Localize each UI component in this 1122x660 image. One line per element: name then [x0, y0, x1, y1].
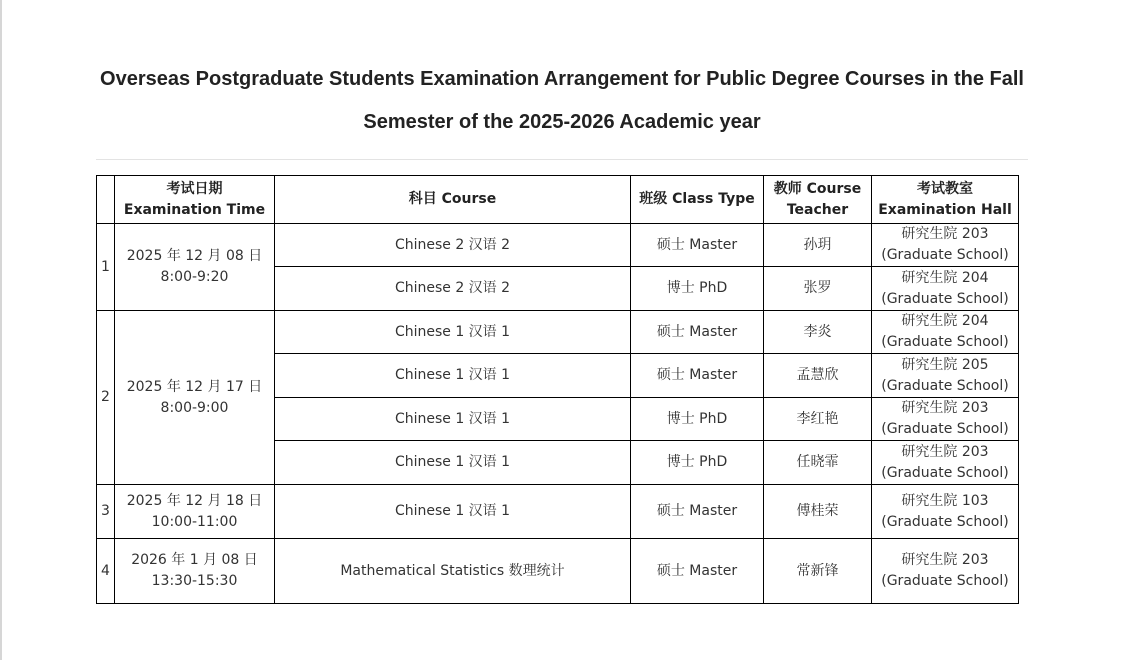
exam-hall-note: (Graduate School) [881, 377, 1009, 394]
exam-schedule-table [96, 175, 1019, 604]
exam-hall-room: 研究生院 204 [901, 313, 989, 329]
group-index: 2 [97, 311, 115, 485]
header-teacher [764, 176, 872, 224]
header-teacher-en: Course Teacher [786, 180, 862, 218]
header-course: 科目 Course [275, 176, 631, 224]
class-type-cell: 博士 PhD [631, 267, 764, 311]
page-left-edge [0, 0, 2, 660]
page-title [96, 58, 1028, 144]
title-divider [96, 159, 1028, 160]
table-header-row [97, 176, 1019, 224]
teacher-cell: 任晓霏 [764, 441, 872, 485]
exam-time: 13:30-15:30 [151, 573, 238, 589]
course-cell: Chinese 1 汉语 1 [275, 485, 631, 539]
exam-date: 2025 年 12 月 18 日 [126, 492, 263, 509]
exam-date-time [115, 539, 275, 604]
exam-hall-note: (Graduate School) [881, 464, 1009, 481]
exam-date-time [115, 224, 275, 311]
header-exam-time-en: Examination Time [123, 201, 266, 218]
teacher-cell: 傅桂荣 [764, 485, 872, 539]
exam-hall-room: 研究生院 103 [901, 492, 989, 509]
teacher-cell: 李红艳 [764, 398, 872, 441]
exam-date-time [115, 311, 275, 485]
table-row [97, 224, 1019, 267]
course-cell: Chinese 1 汉语 1 [275, 354, 631, 398]
table-row [97, 539, 1019, 604]
teacher-cell: 孙玥 [764, 224, 872, 267]
exam-hall-room: 研究生院 203 [901, 552, 989, 568]
course-cell: Chinese 2 汉语 2 [275, 224, 631, 267]
group-index: 4 [97, 539, 115, 604]
exam-hall-room: 研究生院 203 [901, 443, 989, 460]
exam-date: 2025 年 12 月 17 日 [126, 378, 263, 395]
exam-hall-cell [872, 398, 1019, 441]
exam-hall-room: 研究生院 203 [901, 226, 989, 242]
exam-hall-cell [872, 267, 1019, 311]
exam-hall-cell [872, 311, 1019, 354]
exam-date: 2025 年 12 月 08 日 [126, 248, 263, 264]
exam-hall-room: 研究生院 203 [901, 400, 989, 416]
header-teacher-cn: 教师 [773, 180, 802, 197]
page-title-line-2: Semester of the 2025-2026 Academic year [363, 111, 761, 133]
class-type-cell: 硕士 Master [631, 311, 764, 354]
class-type-cell: 硕士 Master [631, 485, 764, 539]
exam-time: 10:00-11:00 [151, 513, 238, 530]
exam-hall-note: (Graduate School) [881, 421, 1009, 437]
group-index: 1 [97, 224, 115, 311]
header-exam-hall [872, 176, 1019, 224]
exam-time: 8:00-9:00 [160, 399, 229, 416]
course-cell: Chinese 2 汉语 2 [275, 267, 631, 311]
class-type-cell: 博士 PhD [631, 441, 764, 485]
exam-hall-note: (Graduate School) [881, 573, 1009, 589]
exam-hall-note: (Graduate School) [881, 247, 1009, 263]
header-exam-time-cn: 考试日期 [166, 180, 223, 197]
course-cell: Mathematical Statistics 数理统计 [275, 539, 631, 604]
class-type-cell: 博士 PhD [631, 398, 764, 441]
exam-time: 8:00-9:20 [160, 269, 229, 285]
page-title-line-1: Overseas Postgraduate Students Examination Arrangement for Public Degree Courses in the Fall [100, 68, 1024, 90]
exam-hall-cell [872, 485, 1019, 539]
class-type-cell: 硕士 Master [631, 354, 764, 398]
exam-hall-cell [872, 441, 1019, 485]
exam-hall-note: (Graduate School) [881, 513, 1009, 530]
header-exam-hall-cn: 考试教室 [917, 180, 973, 197]
teacher-cell: 张罗 [764, 267, 872, 311]
header-exam-time [115, 176, 275, 224]
exam-hall-room: 研究生院 204 [901, 269, 989, 286]
exam-date: 2026 年 1 月 08 日 [131, 552, 258, 568]
header-index [97, 176, 115, 224]
exam-hall-note: (Graduate School) [881, 334, 1009, 350]
header-class-type: 班级 Class Type [631, 176, 764, 224]
teacher-cell: 常新锋 [764, 539, 872, 604]
exam-date-time [115, 485, 275, 539]
header-exam-hall-en: Examination Hall [878, 201, 1012, 218]
table-row [97, 485, 1019, 539]
teacher-cell: 孟慧欣 [764, 354, 872, 398]
table-row [97, 311, 1019, 354]
course-cell: Chinese 1 汉语 1 [275, 398, 631, 441]
class-type-cell: 硕士 Master [631, 224, 764, 267]
teacher-cell: 李炎 [764, 311, 872, 354]
exam-hall-cell [872, 539, 1019, 604]
exam-hall-note: (Graduate School) [881, 290, 1009, 307]
exam-hall-cell [872, 354, 1019, 398]
class-type-cell: 硕士 Master [631, 539, 764, 604]
course-cell: Chinese 1 汉语 1 [275, 311, 631, 354]
course-cell: Chinese 1 汉语 1 [275, 441, 631, 485]
exam-hall-cell [872, 224, 1019, 267]
exam-hall-room: 研究生院 205 [901, 356, 989, 373]
group-index: 3 [97, 485, 115, 539]
